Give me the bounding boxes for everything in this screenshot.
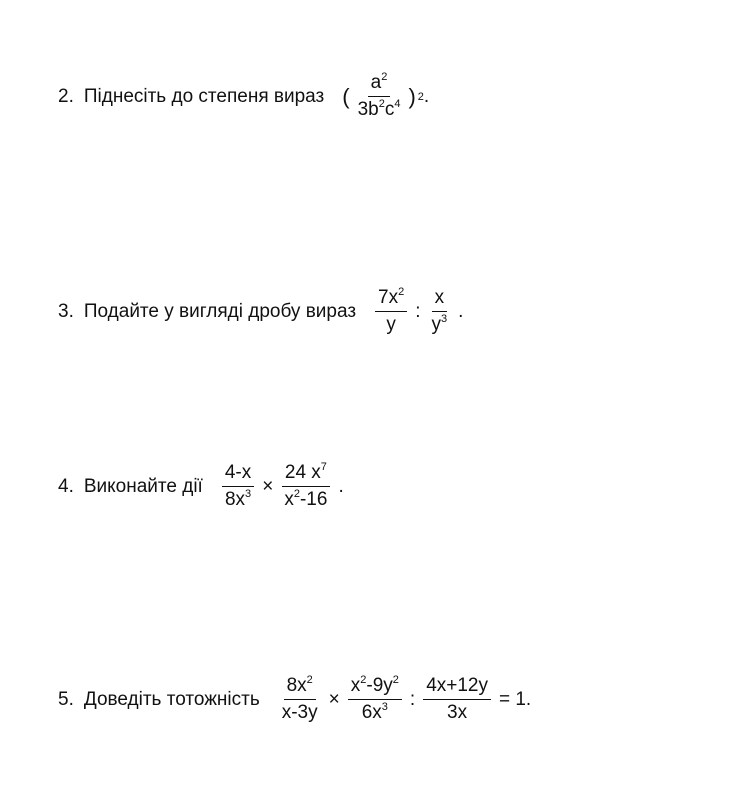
task-3 [58, 287, 468, 336]
numerator: $7x^2$ [375, 287, 407, 312]
close-paren: ) [408, 83, 416, 109]
task-number: 3. [58, 300, 74, 322]
open-paren: ( [342, 83, 350, 109]
numerator: $x^2-9y^2$ [348, 675, 402, 700]
task-number: 5. [58, 688, 74, 710]
numerator: 4-x [222, 462, 254, 487]
division-operator: : [415, 300, 421, 322]
fraction [429, 287, 451, 336]
division-operator: : [409, 688, 416, 710]
denominator: x-3y [281, 702, 318, 723]
fraction [279, 675, 321, 724]
task-4 [58, 462, 349, 511]
fraction [281, 462, 330, 511]
end-punct: . [338, 475, 344, 497]
denominator: $y^3$ [431, 313, 448, 335]
numerator: $a^2$ [368, 72, 391, 97]
end-punct: . [458, 300, 464, 322]
fraction [355, 72, 404, 121]
numerator: 24 $x^7$ [282, 462, 330, 487]
fraction [375, 287, 407, 336]
task-number: 2. [58, 85, 74, 107]
end-punct: . [423, 85, 430, 107]
numerator: $8x^2$ [284, 675, 316, 700]
denominator: $8x^3$ [224, 488, 252, 510]
numerator: x [432, 287, 448, 312]
task-5 [58, 675, 536, 724]
task-text: Доведіть тотожність [83, 688, 260, 710]
task-text: Піднесіть до степеня вираз [83, 85, 325, 107]
fraction [423, 675, 491, 724]
denominator: $3b^2c^4$ [357, 98, 401, 120]
denominator: $6x^3$ [361, 701, 388, 723]
denominator: y [386, 314, 396, 335]
fraction [348, 675, 402, 724]
fraction [222, 462, 254, 511]
multiply-operator: × [328, 688, 340, 710]
task-text: Подайте у вигляді дробу вираз [83, 300, 357, 322]
task-2: 2. Піднесіть до степеня вираз ( $\frac{a^2}{3b^2c^4}$ ) 2 . [58, 71, 430, 120]
denominator: $x^2-16$ [284, 488, 328, 510]
denominator: 3x [447, 702, 468, 723]
multiply-operator: × [262, 475, 274, 497]
task-number: 4. [58, 475, 74, 497]
numerator: 4x+12y [423, 675, 491, 700]
equals-result: = 1. [498, 688, 532, 710]
task-text: Виконайте дії [83, 475, 203, 497]
